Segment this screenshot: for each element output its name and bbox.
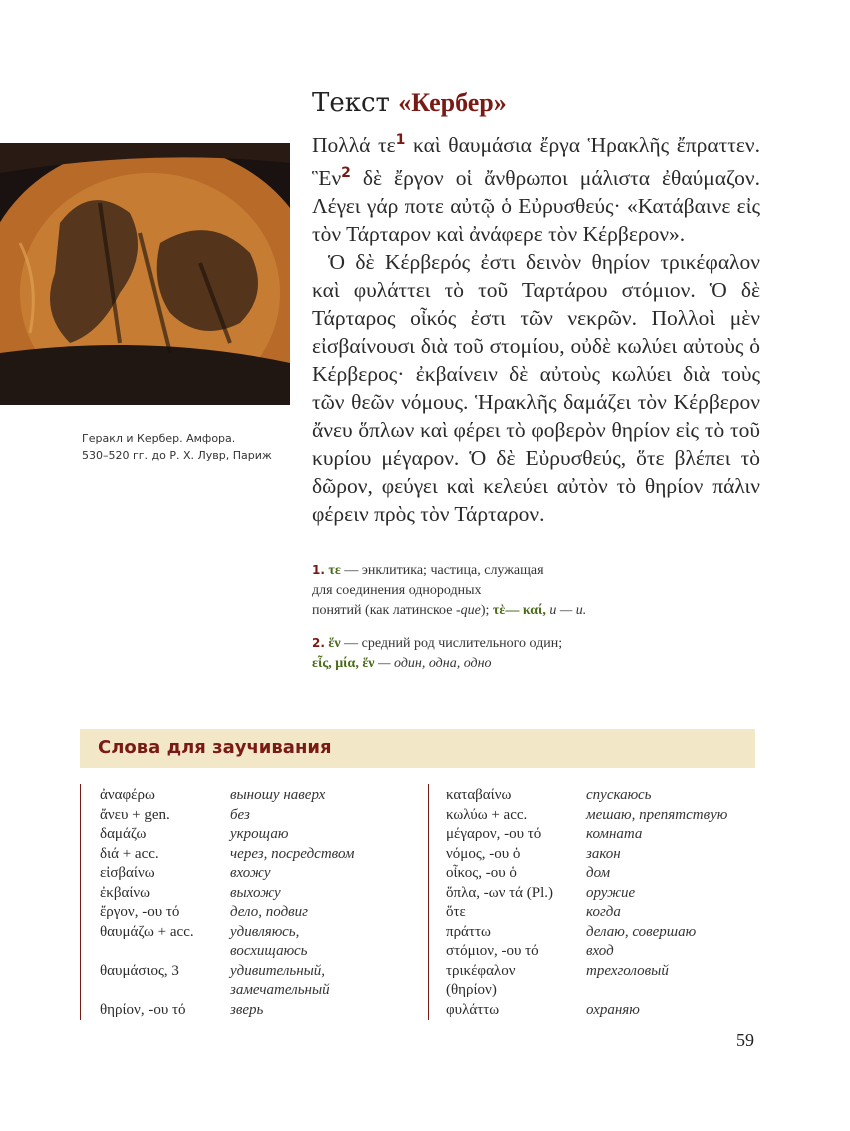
vocab-greek: ἔργον, -ου τό [100,904,180,920]
vocab-row [446,942,727,962]
vocab-row [100,962,354,982]
footnote-2 [312,633,732,674]
p1-segment: καὶ θαυμάσια ἔργα Ἡρακλῆς ἔπραττεν. Ἓν [312,133,760,191]
p1-segment: Πολλά τε [312,133,396,158]
text-title [312,88,507,118]
vocab-greek: (θηρίον) [446,982,497,998]
image-caption [82,430,282,464]
vocab-row [100,845,354,865]
vocab-greek: ἄνευ + gen. [100,806,170,823]
footnote-text: понятий (как латинское [312,603,456,618]
footnote-text: — энклитика; частица, служащая [340,563,544,578]
title-name: «Кербер» [398,88,507,117]
vocab-row [100,1001,354,1021]
vocab-row [446,903,727,923]
amphora-illustration [0,143,290,405]
vocab-row [446,806,727,826]
vocab-row [100,903,354,923]
vocab-header-title: Слова для заучивания [98,737,332,758]
footnote-translation: — один, одна, одно [374,656,492,671]
vocab-row [446,864,727,884]
column-divider [428,784,429,1020]
caption-line-2: 530–520 гг. до Р. Х. Лувр, Париж [82,449,272,462]
vocab-greek: ὅτε [446,904,466,920]
vocab-row [100,884,354,904]
caption-line-1: Геракл и Кербер. Амфора. [82,432,236,445]
vocab-greek: θαυμάσιος, 3 [100,962,179,979]
vocab-greek: μέγαρον, -ου τό [446,826,542,842]
vocab-russian: через, посредством [230,845,355,862]
vocab-row [446,1001,727,1021]
vocab-russian: делаю, совершаю [586,923,697,940]
vocab-russian: укрощаю [230,826,289,842]
footnote-word: τε [328,563,341,578]
vocab-row [100,942,354,962]
vocab-russian: вход [586,943,614,959]
vocab-row [100,981,354,1001]
vocab-greek: πράττω [446,923,491,940]
vocab-greek: ἐκβαίνω [100,884,151,901]
vocab-greek [100,942,230,962]
vocab-russian: дело, подвиг [230,904,309,920]
vocab-row [100,864,354,884]
vocab-russian: дом [586,865,611,881]
vocab-row [100,825,354,845]
vocab-greek [100,981,230,1001]
footnote-1 [312,560,732,621]
column-divider [80,784,81,1020]
vocab-russian: спускаюсь [586,787,652,803]
vocab-row [100,786,354,806]
vocab-row [446,786,727,806]
footnote-number: 2. [312,636,325,650]
vocab-russian: удивляюсь, [230,923,300,940]
vocab-greek: στόμιον, -ου τό [446,943,539,959]
amphora-photo [0,143,290,405]
vocab-russian: без [230,806,250,823]
footnotes [312,560,732,686]
vocab-greek: καταβαίνω [446,787,512,803]
vocab-row [446,884,727,904]
vocab-greek: δαμάζω [100,826,147,842]
vocab-greek: φυλάττω [446,1001,500,1018]
vocab-greek: νόμος, -ου ὁ [446,845,521,862]
vocab-russian: мешаю, препятствую [586,806,728,823]
vocab-row [100,923,354,943]
vocab-russian: закон [586,845,621,862]
paragraph-2: Ὁ δὲ Κέρβερός ἐστι δεινὸν θηρίον τρικέφαλον καὶ φυλάττει τὸ τοῦ Ταρτάρου στόμιον. Ὁ δὲ Τάρταρος οἶκός ἐστι τῶν νεκρῶν. Πολλοὶ μὲν εἰσβαίνουσι διὰ τοῦ στομίου, οὐδὲ κωλύει αὐτοὺς ὁ Κέρβερος· ἐκβαίνειν δὲ αὐτοὺς κωλύει διὰ τοὺς τῶν θεῶν νόμους. Ἡρακλῆς δαμάζει τὸν Κέρβερον ἄνευ ὅπλων καὶ φέρει τὸ φοβερὸν θηρίον εἰς τὸ τοῦ κυρίου μέγαρον. Ὁ δὲ Εὐρυσθεύς, ὅτε βλέπει τὸ δῶρον, φεύγει καὶ κελεύει αὐτὸν τὸ θηρίον πάλιν φέρειν πρὸς τὸν Τάρταρον. [312,250,760,527]
footnote-forms: εἷς, μία, ἕν [312,656,375,671]
vocab-row [446,845,727,865]
vocab-greek: τρικέφαλον [446,962,516,979]
vocab-row [446,962,727,982]
greek-text [312,126,760,528]
paragraph-1 [312,126,760,248]
vocab-russian: восхищаюсь [230,943,308,959]
footnote-latin: -que [455,603,481,618]
footnote-number: 1. [312,563,325,577]
vocab-russian: удивительный, [230,962,326,979]
vocab-greek: θηρίον, -ου τό [100,1001,186,1018]
vocab-russian: оружие [586,884,636,901]
vocab-russian: охраняю [586,1001,640,1018]
vocab-russian: комната [586,826,643,842]
vocab-russian: когда [586,904,621,920]
vocab-list-left [100,786,354,1020]
vocab-greek: οἶκος, -ου ὁ [446,865,517,881]
vocab-russian: выхожу [230,884,281,901]
vocab-russian: выношу наверх [230,787,326,803]
vocab-greek: κωλύω + acc. [446,806,528,823]
vocab-greek: ἀναφέρω [100,787,155,803]
title-prefix: Текст [312,88,399,118]
vocab-row [446,825,727,845]
vocab-greek: ὅπλα, -ων τά (Pl.) [446,884,553,901]
footnote-text: — средний род числительного один; [340,636,563,651]
vocab-greek: θαυμάζω + acc. [100,923,194,940]
footnote-pair: τὲ— καί, [492,603,546,618]
footnote-text: ); [480,603,493,618]
footnote-translation: и — и. [545,603,587,618]
vocab-row [100,806,354,826]
vocab-greek: εἰσβαίνω [100,865,155,881]
vocab-list-right [446,786,727,1020]
vocab-russian: замечательный [230,982,330,998]
footnote-text: для соединения однородных [312,583,482,598]
vocab-russian: трехголовый [586,962,669,979]
vocab-row [446,923,727,943]
footnote-ref-2: 2 [341,165,351,182]
vocab-row [446,981,727,1001]
p1-segment: δὲ ἔργον οἱ ἄνθρωποι μάλιστα ἐθαύμαζον. Λέγει γάρ ποτε αὐτῷ ὁ Εὐρυσθεύς· «Κατάβαινε εἰς τὸν Τάρταρον καὶ ἀνάφερε τὸν Κέρβερον». [312,166,760,247]
vocab-greek: διά + acc. [100,845,159,862]
footnote-ref-1: 1 [395,132,406,148]
vocab-russian: зверь [230,1001,264,1018]
footnote-word: ἕν [328,636,341,651]
page-number: 59 [736,1030,754,1050]
vocab-russian: вхожу [230,865,271,881]
vocab-header [80,729,755,768]
